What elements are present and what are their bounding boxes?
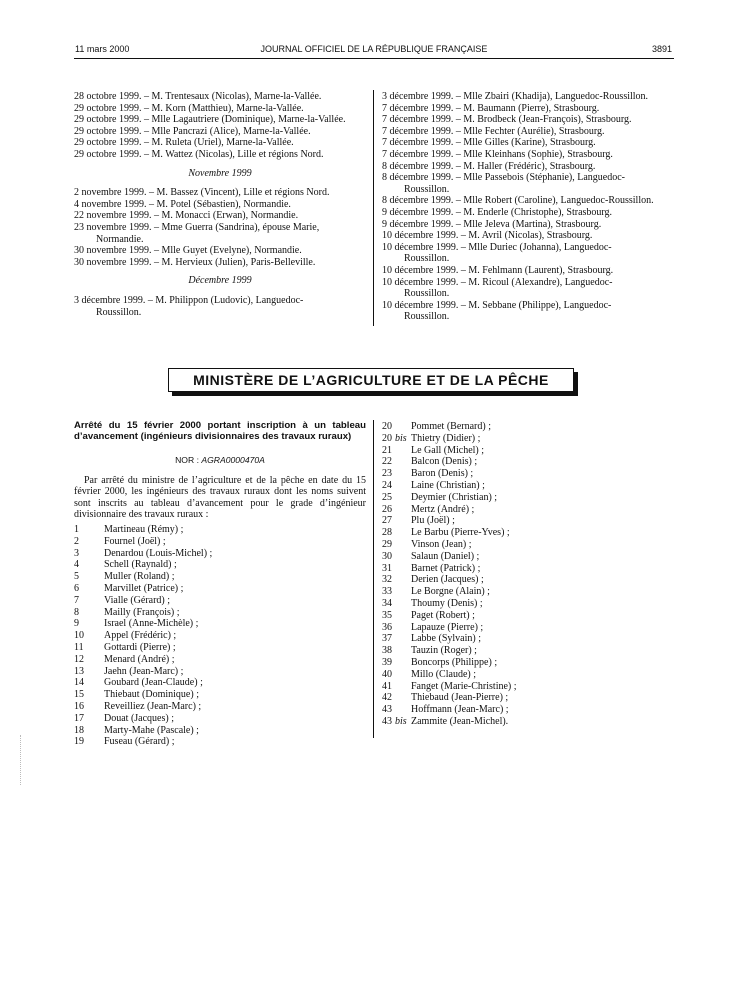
- engineer-list-item: [382, 515, 517, 527]
- rank-value: 31: [382, 562, 392, 574]
- engineer-list-item: [382, 527, 517, 539]
- engineer-name: Marvillet (Patrice) ;: [104, 582, 184, 594]
- engineer-list-item: [382, 421, 517, 433]
- bis-marker: bis: [395, 715, 407, 727]
- engineer-list-item: [74, 595, 212, 607]
- rank-number: [74, 736, 104, 748]
- rank-number: [74, 654, 104, 666]
- engineer-name: Pommet (Bernard) ;: [411, 421, 491, 432]
- rank-number: [382, 598, 411, 610]
- engineer-list-left: [74, 524, 212, 748]
- engineer-name: Goubard (Jean-Claude) ;: [104, 677, 203, 689]
- rank-value: 16: [74, 700, 84, 712]
- engineer-list-item: [74, 713, 212, 725]
- rank-number: [382, 563, 411, 575]
- nor-label: NOR :: [175, 455, 199, 465]
- engineer-list-item: [74, 548, 212, 560]
- rank-value: 42: [382, 692, 392, 704]
- rank-number: [74, 524, 104, 536]
- engineer-list-item: [382, 657, 517, 669]
- engineer-name: Marty-Mahe (Pascale) ;: [104, 724, 199, 736]
- rank-value: 15: [74, 689, 84, 701]
- engineer-name: Paget (Robert) ;: [411, 609, 475, 621]
- rank-value: 21: [382, 444, 392, 456]
- engineer-name: Laine (Christian) ;: [411, 479, 485, 491]
- scan-edge-mark: [20, 735, 22, 785]
- engineer-list-item: [382, 610, 517, 622]
- rank-number: [74, 713, 104, 725]
- engineer-name: Vinson (Jean) ;: [411, 538, 472, 550]
- rank-number: [74, 595, 104, 607]
- engineer-name: Boncorps (Philippe) ;: [411, 656, 498, 668]
- engineer-name: Mertz (André) ;: [411, 503, 475, 515]
- engineer-list-item: [382, 468, 517, 480]
- rank-number: [382, 716, 411, 728]
- november-heading: Novembre 1999: [188, 167, 252, 179]
- rank-number: [74, 559, 104, 571]
- appointment-entry: 30 novembre 1999. – M. Hervieux (Julien), Paris-Belleville.: [74, 256, 316, 268]
- engineer-name: Douat (Jacques) ;: [104, 712, 174, 724]
- engineer-list-item: [74, 536, 212, 548]
- column-divider-top: [373, 90, 374, 326]
- engineer-name: Plu (Joël) ;: [411, 515, 455, 527]
- appointment-entry: 28 octobre 1999. – M. Trentesaux (Nicolas), Marne-la-Vallée.: [74, 91, 322, 102]
- appointment-entry-continuation: Roussillon.: [404, 311, 450, 323]
- engineer-list-item: [74, 677, 212, 689]
- engineer-name: Israel (Anne-Michèle) ;: [104, 618, 199, 630]
- rank-number: [74, 725, 104, 737]
- engineer-list-item: [74, 630, 212, 642]
- rank-value: 7: [74, 594, 79, 606]
- rank-value: 43: [382, 704, 392, 716]
- rank-value: 2: [74, 535, 79, 547]
- appointment-entry: 7 décembre 1999. – Mlle Fechter (Aurélie), Strasbourg.: [382, 125, 605, 137]
- header-rule: [74, 58, 674, 59]
- rank-value: 39: [382, 656, 392, 668]
- engineer-name: Hoffmann (Jean-Marc) ;: [411, 704, 509, 716]
- engineer-list-item: [74, 725, 212, 737]
- rank-value: 40: [382, 668, 392, 680]
- appointment-entry: 4 novembre 1999. – M. Potel (Sébastien), Normandie.: [74, 198, 291, 210]
- appointment-entry: 3 décembre 1999. – M. Philippon (Ludovic), Languedoc-: [74, 294, 304, 306]
- rank-value: 41: [382, 680, 392, 692]
- engineer-name: Derien (Jacques) ;: [411, 574, 484, 586]
- rank-number: [382, 681, 411, 693]
- engineer-list-item: [382, 539, 517, 551]
- nor-code: AGRA0000470A: [201, 455, 265, 465]
- rank-number: [382, 433, 411, 445]
- rank-value: 29: [382, 538, 392, 550]
- engineer-name: Thoumy (Denis) ;: [411, 597, 483, 609]
- engineer-list-item: [74, 618, 212, 630]
- rank-number: [382, 657, 411, 669]
- engineer-list-item: [382, 692, 517, 704]
- rank-value: 19: [74, 736, 84, 748]
- appointment-entry-continuation: Roussillon.: [404, 183, 450, 195]
- engineer-list-item: [382, 633, 517, 645]
- november-entries: [74, 187, 366, 268]
- engineer-list-item: [382, 645, 517, 657]
- rank-number: [382, 445, 411, 457]
- appointment-entry: 8 décembre 1999. – M. Haller (Frédéric), Strasbourg.: [382, 160, 596, 172]
- engineer-list-item: [74, 689, 212, 701]
- rank-value: 27: [382, 515, 392, 527]
- engineer-list-item: [382, 456, 517, 468]
- engineer-name: Muller (Roland) ;: [104, 571, 175, 583]
- rank-value: 12: [74, 653, 84, 665]
- engineer-list-item: [74, 524, 212, 536]
- engineer-list-item: [382, 622, 517, 634]
- engineer-name: Le Barbu (Pierre-Yves) ;: [411, 527, 510, 539]
- engineer-list-item: [74, 736, 212, 748]
- rank-number: [382, 421, 411, 433]
- rank-value: 25: [382, 491, 392, 503]
- engineer-name: Lapauze (Pierre) ;: [411, 621, 484, 633]
- appointment-entry-continuation: Roussillon.: [96, 306, 142, 318]
- appointment-entry: 7 décembre 1999. – M. Baumann (Pierre), Strasbourg.: [382, 102, 600, 114]
- engineer-list-item: [382, 681, 517, 693]
- rank-value: 43: [382, 715, 392, 727]
- appointment-entry: 22 novembre 1999. – M. Monacci (Erwan), Normandie.: [74, 210, 299, 222]
- engineer-name: Martineau (Rémy) ;: [104, 524, 184, 535]
- rank-number: [382, 480, 411, 492]
- engineer-name: Fuseau (Gérard) ;: [104, 736, 175, 748]
- left-column-appointments: [74, 91, 366, 318]
- engineer-name: Barnet (Patrick) ;: [411, 562, 481, 574]
- appointment-entry: 10 décembre 1999. – M. Fehlmann (Laurent), Strasbourg.: [382, 264, 614, 276]
- engineer-name: Deymier (Christian) ;: [411, 491, 498, 503]
- appointment-entry-continuation: Roussillon.: [404, 253, 450, 265]
- appointment-entry: 29 octobre 1999. – M. Korn (Matthieu), Marne-la-Vallée.: [74, 102, 304, 114]
- rank-value: 34: [382, 597, 392, 609]
- rank-number: [382, 492, 411, 504]
- engineer-name: Mailly (François) ;: [104, 606, 180, 618]
- appointment-entry: 10 décembre 1999. – M. Ricoul (Alexandre), Languedoc-: [382, 276, 613, 288]
- rank-value: 11: [74, 641, 84, 653]
- engineer-name: Balcon (Denis) ;: [411, 456, 478, 468]
- appointment-entry: 29 octobre 1999. – M. Ruleta (Uriel), Marne-la-Vallée.: [74, 137, 294, 149]
- rank-number: [382, 633, 411, 645]
- appointment-entry: 3 décembre 1999. – Mlle Zbairi (Khadija), Languedoc-Roussillon.: [382, 91, 649, 102]
- rank-value: 32: [382, 574, 392, 586]
- appointment-entry: 9 décembre 1999. – Mlle Jeleva (Martina), Strasbourg.: [382, 218, 602, 230]
- engineer-list-item: [382, 586, 517, 598]
- appointment-entry: 29 octobre 1999. – M. Wattez (Nicolas), Lille et régions Nord.: [74, 148, 324, 160]
- rank-value: 6: [74, 582, 79, 594]
- appointment-entry: 29 octobre 1999. – Mlle Pancrazi (Alice), Marne-la-Vallée.: [74, 125, 311, 137]
- engineer-name: Zammite (Jean-Michel).: [411, 715, 509, 727]
- engineer-list-item: [74, 583, 212, 595]
- arrete-title: Arrêté du 15 février 2000 portant inscription à un tableau d’avancement (ingénieurs divisionnaires des travaux ruraux): [74, 420, 366, 442]
- ministry-title: MINISTÈRE DE L’AGRICULTURE ET DE LA PÊCHE: [168, 368, 574, 392]
- rank-value: 14: [74, 677, 84, 689]
- appointment-entry: 23 novembre 1999. – Mme Guerra (Sandrina), épouse Marie,: [74, 221, 320, 233]
- engineer-name: Schell (Raynald) ;: [104, 559, 177, 571]
- appointment-entry-continuation: Roussillon.: [404, 288, 450, 300]
- rank-number: [382, 645, 411, 657]
- december-heading: Décembre 1999: [188, 275, 252, 287]
- engineer-name: Thiebaut (Dominique) ;: [104, 689, 199, 701]
- engineer-list-item: [382, 704, 517, 716]
- appointment-entry-continuation: Normandie.: [96, 233, 144, 245]
- rank-number: [382, 468, 411, 480]
- rank-value: 28: [382, 527, 392, 539]
- engineer-list-item: [382, 551, 517, 563]
- engineer-name: Fournel (Joël) ;: [104, 535, 166, 547]
- engineer-list-item: [74, 654, 212, 666]
- rank-value: 22: [382, 456, 392, 468]
- rank-number: [382, 586, 411, 598]
- rank-value: 17: [74, 712, 84, 724]
- engineer-name: Tauzin (Roger) ;: [411, 645, 477, 657]
- engineer-name: Thiebaud (Jean-Pierre) ;: [411, 692, 509, 704]
- appointment-entry: 8 décembre 1999. – Mlle Passebois (Stéphanie), Languedoc-: [382, 172, 625, 184]
- journal-title: JOURNAL OFFICIEL DE LA RÉPUBLIQUE FRANÇAISE: [260, 44, 488, 54]
- engineer-list-item: [74, 701, 212, 713]
- engineer-list-item: [382, 669, 517, 681]
- engineer-name: Denardou (Louis-Michel) ;: [104, 547, 213, 559]
- rank-value: 33: [382, 586, 392, 598]
- engineer-name: Salaun (Daniel) ;: [411, 550, 480, 562]
- rank-number: [382, 515, 411, 527]
- nor-reference: [74, 455, 366, 465]
- engineer-name: Jaehn (Jean-Marc) ;: [104, 665, 184, 677]
- rank-number: [74, 666, 104, 678]
- engineer-list-item: [382, 492, 517, 504]
- rank-value: 18: [74, 724, 84, 736]
- rank-number: [74, 618, 104, 630]
- appointment-entry: 9 décembre 1999. – M. Enderle (Christophe), Strasbourg.: [382, 206, 613, 218]
- rank-number: [382, 574, 411, 586]
- rank-number: [382, 610, 411, 622]
- rank-value: 4: [74, 559, 79, 571]
- rank-number: [74, 536, 104, 548]
- rank-value: 23: [382, 468, 392, 480]
- rank-value: 30: [382, 550, 392, 562]
- rank-value: 20: [382, 432, 392, 444]
- rank-number: [382, 504, 411, 516]
- rank-number: [74, 701, 104, 713]
- rank-number: [74, 583, 104, 595]
- rank-number: [74, 630, 104, 642]
- appointment-entry: 2 novembre 1999. – M. Bassez (Vincent), Lille et régions Nord.: [74, 187, 330, 199]
- rank-number: [382, 527, 411, 539]
- rank-number: [382, 692, 411, 704]
- engineer-list-right: [382, 421, 517, 728]
- engineer-list-item: [382, 574, 517, 586]
- appointment-entry: 10 décembre 1999. – M. Sebbane (Philippe), Languedoc-: [382, 299, 612, 311]
- rank-value: 24: [382, 479, 392, 491]
- engineer-name: Gottardi (Pierre) ;: [104, 641, 176, 653]
- engineer-name: Le Gall (Michel) ;: [411, 444, 485, 456]
- rank-number: [382, 669, 411, 681]
- rank-number: [382, 539, 411, 551]
- appointment-entry: 10 décembre 1999. – M. Avril (Nicolas), Strasbourg.: [382, 230, 593, 242]
- rank-number: [74, 642, 104, 654]
- header-date: 11 mars 2000: [75, 44, 130, 54]
- engineer-name: Appel (Frédéric) ;: [104, 630, 177, 642]
- rank-number: [74, 689, 104, 701]
- rank-number: [74, 607, 104, 619]
- engineer-list-item: [382, 504, 517, 516]
- engineer-list-item: [382, 716, 517, 728]
- appointment-entry: 8 décembre 1999. – Mlle Robert (Caroline), Languedoc-Roussillon.: [382, 195, 654, 207]
- engineer-list-item: [382, 433, 517, 445]
- rank-value: 26: [382, 503, 392, 515]
- rank-number: [382, 551, 411, 563]
- rank-number: [382, 704, 411, 716]
- engineer-list-item: [74, 571, 212, 583]
- engineer-list-item: [74, 559, 212, 571]
- engineer-list-item: [74, 666, 212, 678]
- rank-number: [74, 548, 104, 560]
- engineer-name: Labbe (Sylvain) ;: [411, 633, 481, 645]
- engineer-name: Thietry (Didier) ;: [411, 432, 481, 444]
- rank-value: 13: [74, 665, 84, 677]
- bis-marker: bis: [395, 432, 407, 444]
- engineer-list-item: [74, 642, 212, 654]
- appointment-entry: 7 décembre 1999. – M. Brodbeck (Jean-François), Strasbourg.: [382, 114, 632, 126]
- right-column-appointments: [382, 91, 674, 323]
- arrete-intro: Par arrêté du ministre de l’agriculture et de la pêche en date du 15 février 2000, les ingénieurs des travaux ruraux dont les noms suivent sont inscrits au tableau d’avancement pour le grade d’ingénieur divisionnaire des travaux ruraux :: [74, 475, 366, 521]
- rank-number: [382, 622, 411, 634]
- engineer-list-item: [382, 598, 517, 610]
- engineer-list-item: [382, 563, 517, 575]
- rank-value: 37: [382, 633, 392, 645]
- rank-value: 1: [74, 524, 79, 535]
- column-divider-bottom: [373, 420, 374, 738]
- rank-value: 10: [74, 630, 84, 642]
- rank-value: 9: [74, 618, 79, 630]
- rank-number: [382, 456, 411, 468]
- october-entries: [74, 91, 366, 161]
- december-entries: [74, 295, 366, 318]
- rank-value: 8: [74, 606, 79, 618]
- appointment-entry: 29 octobre 1999. – Mlle Lagautriere (Dominique), Marne-la-Vallée.: [74, 114, 346, 126]
- appointment-entry: 7 décembre 1999. – Mlle Gilles (Karine), Strasbourg.: [382, 137, 596, 149]
- appointment-entry: 7 décembre 1999. – Mlle Kleinhans (Sophie), Strasbourg.: [382, 148, 613, 160]
- page-number: 3891: [652, 44, 673, 54]
- engineer-name: Fanget (Marie-Christine) ;: [411, 680, 517, 692]
- engineer-list-item: [382, 480, 517, 492]
- engineer-list-item: [382, 445, 517, 457]
- rank-number: [74, 571, 104, 583]
- rank-value: 5: [74, 571, 79, 583]
- appointment-entry: 30 novembre 1999. – Mlle Guyet (Evelyne), Normandie.: [74, 245, 302, 257]
- engineer-list-item: [74, 607, 212, 619]
- rank-value: 36: [382, 621, 392, 633]
- rank-value: 20: [382, 421, 392, 432]
- engineer-name: Millo (Claude) ;: [411, 668, 476, 680]
- engineer-name: Baron (Denis) ;: [411, 468, 474, 480]
- engineer-name: Vialle (Gérard) ;: [104, 594, 171, 606]
- engineer-name: Menard (André) ;: [104, 653, 175, 665]
- ministry-heading-box: [168, 368, 582, 396]
- rank-value: 35: [382, 609, 392, 621]
- rank-value: 3: [74, 547, 79, 559]
- rank-number: [74, 677, 104, 689]
- appointment-entry: 10 décembre 1999. – Mlle Duriec (Johanna), Languedoc-: [382, 241, 612, 253]
- engineer-name: Le Borgne (Alain) ;: [411, 586, 490, 598]
- engineer-name: Reveilliez (Jean-Marc) ;: [104, 700, 202, 712]
- rank-value: 38: [382, 645, 392, 657]
- december-entries-right: [382, 91, 674, 323]
